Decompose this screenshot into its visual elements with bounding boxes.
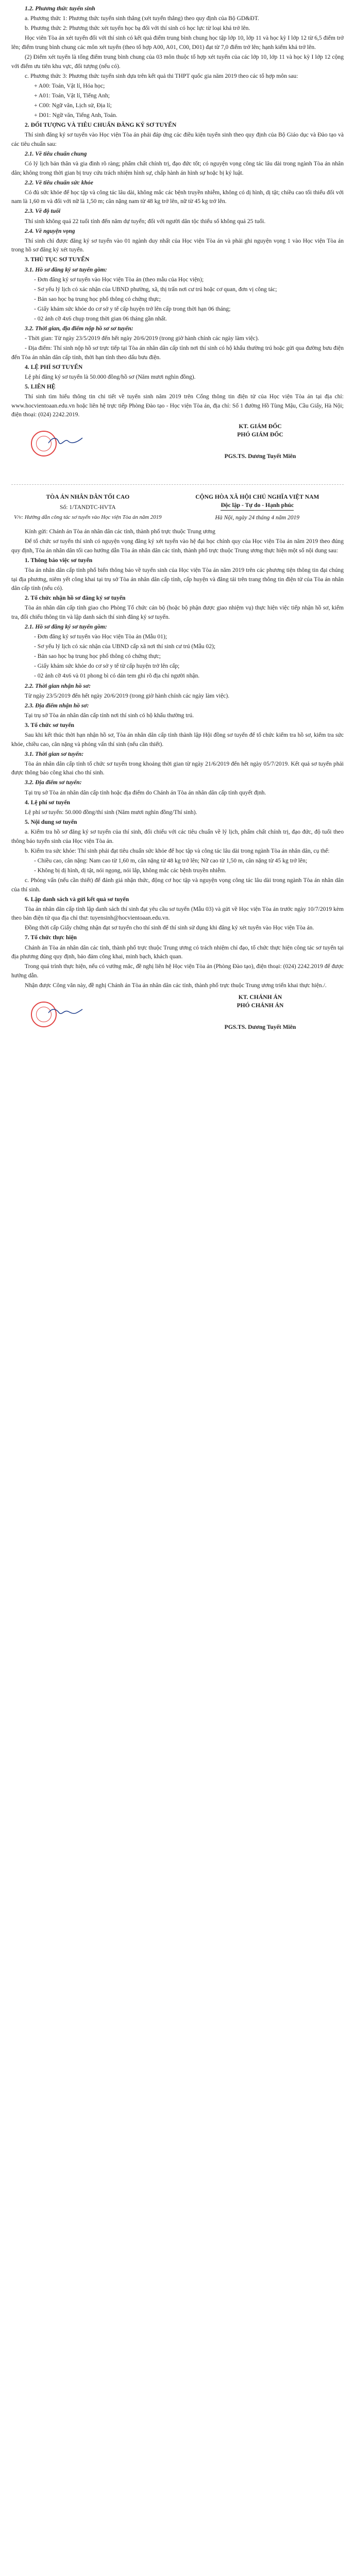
paragraph: - Địa điểm: Thí sinh nộp hồ sơ trực tiếp tại Tòa án nhân dân cấp tỉnh nơi thí sinh có hộ khẩu thường trú hoặc gửi qua đường bưu điện đến Tòa án nhân dân cấp tỉnh, thời hạn tính theo dấu bưu điện.	[11, 345, 344, 361]
signature-block-1	[11, 420, 344, 470]
header-left	[11, 493, 164, 522]
list-item: - Sơ yếu lý lịch có xác nhận của UBND phường, xã, thị trấn nơi cư trú hoặc cơ quan, đơn vị công tác;	[34, 285, 277, 293]
signature-icon	[47, 1007, 83, 1016]
document-number: Số: 1/TANDTC-HVTA	[60, 504, 116, 511]
subsection-heading: 2.2. Thời gian nhận hồ sơ:	[25, 682, 91, 689]
list-item: - Không bị dị hình, dị tật, nói ngọng, nói lắp, không mắc các bệnh truyền nhiễm.	[34, 867, 227, 874]
paragraph: Thí sinh chỉ được đăng ký sơ tuyển vào 01 ngành duy nhất của Học viện Tòa án và phải ghi nguyện vọng 1 vào Học viện Tòa án trong hồ sơ đăng ký xét tuyển.	[11, 237, 344, 253]
paragraph: Tòa án nhân dân cấp tỉnh giao cho Phòng Tổ chức cán bộ (hoặc bộ phận được giao nhiệm vụ) thực hiện việc tiếp nhận hồ sơ, kiểm tra, đối chiếu thông tin và lập danh sách thí sinh đăng ký sơ tuyển.	[11, 604, 344, 620]
subsection-heading: 2.3. Địa điểm nhận hồ sơ:	[25, 702, 89, 709]
national-motto: Độc lập - Tự do - Hạnh phúc	[221, 501, 294, 511]
signature-block-2	[11, 991, 344, 1041]
subsection-heading: 3.1. Hồ sơ đăng ký sơ tuyển gồm:	[25, 266, 107, 273]
subsection-heading: 2.1. Hồ sơ đăng ký sơ tuyển gồm:	[25, 623, 107, 630]
paragraph: Học viên Tòa án xét tuyển đối với thí sinh có kết quả điểm trung bình chung học tập lớp 10, lớp 11 và học kỳ I lớp 12 từ 6,5 điểm trở lên; điểm trung bình chung các môn xét tuyển (theo tổ hợp A00, A01, C00, D01) đạt từ 7,0 điểm trở lên; hạnh kiểm khá trở lên.	[11, 35, 344, 50]
document-date: Hà Nội, ngày 24 tháng 4 năm 2019	[215, 514, 300, 521]
list-item: - Đơn đăng ký sơ tuyển vào Học viện Tòa án (Mẫu 01);	[34, 633, 167, 640]
document-subject: V/v: Hướng dẫn công tác sơ tuyển vào Học viện Tòa án năm 2019	[14, 514, 162, 521]
paragraph: Tòa án nhân dân cấp tỉnh tổ chức sơ tuyển trong khoảng thời gian từ ngày 21/6/2019 đến hết ngày 05/7/2019. Kết quả sơ tuyển phải được thông báo công khai cho thí sinh.	[11, 760, 344, 776]
section-heading: 2. Tổ chức nhận hồ sơ đăng ký sơ tuyển	[25, 595, 126, 602]
paragraph: Thí sinh tìm hiểu thông tin chi tiết về tuyển sinh năm 2019 trên Cổng thông tin điện tử của Học viện Tòa án tại địa chỉ: www.hocvientoaan.edu.vn hoặc liên hệ trực tiếp Phòng Đào tạo - Học viện Tòa án, địa chỉ: Số 1 đường Hồ Tùng Mậu, Cầu Giấy, Hà Nội; điện thoại: (024) 2242.2019.	[11, 393, 344, 418]
paragraph: Tòa án nhân dân cấp tỉnh lập danh sách thí sinh đạt yêu cầu sơ tuyển (Mẫu 03) và gửi về Học viện Tòa án trước ngày 10/7/2019 kèm theo bản điện tử qua địa chỉ thư: tuyensinh@hocvientoaan.edu.vn.	[11, 905, 344, 922]
subsection-heading: 3.1. Thời gian sơ tuyển:	[25, 750, 84, 757]
list-item: - 02 ảnh cỡ 4x6 chụp trong thời gian 06 tháng gần nhất.	[34, 315, 167, 322]
paragraph: Để tổ chức sơ tuyển thí sinh có nguyện vọng đăng ký xét tuyển vào hệ đại học chính quy của Học viện Tòa án năm 2019 theo đúng quy định, Tòa án nhân dân tối cao hướng dẫn Tòa án nhân dân các tỉnh, thành phố trực thuộc Trung ương thực hiện một số nội dung sau:	[11, 538, 344, 554]
list-item: - Giấy khám sức khỏe do cơ sở y tế từ cấp huyện trở lên cấp;	[34, 663, 180, 670]
subsection-heading: 3.2. Thời gian, địa điểm nộp hồ sơ sơ tuyển:	[25, 325, 133, 332]
paragraph: Có đủ sức khỏe để học tập và công tác lâu dài, không mắc các bệnh truyền nhiễm, không có dị hình, dị tật; chiều cao tối thiểu đối với nam là 1,60 m và đối với nữ là 1,50 m; cân nặng nam từ 48 kg trở lên, nữ từ 45 kg trở lên.	[11, 189, 344, 205]
list-item: + C00: Ngữ văn, Lịch sử, Địa lí;	[34, 101, 112, 109]
national-title: CỘNG HÒA XÃ HỘI CHỦ NGHĨA VIỆT NAM	[195, 494, 319, 501]
list-item: - Chiều cao, cân nặng: Nam cao từ 1,60 m, cân nặng từ 48 kg trở lên; Nữ cao từ 1,50 m, cân nặng từ 45 kg trở lên;	[34, 857, 308, 864]
paragraph: Nhận được Công văn này, đề nghị Chánh án Tòa án nhân dân các tỉnh, thành phố trực thuộc Trung ương triển khai thực hiện./.	[25, 981, 327, 989]
list-item: + A00: Toán, Vật lí, Hóa học;	[34, 82, 105, 89]
list-item: + A01: Toán, Vật lí, Tiếng Anh;	[34, 92, 110, 99]
paragraph: Thí sinh không quá 22 tuổi tính đến năm dự tuyển; đối với người dân tộc thiểu số không quá 25 tuổi.	[25, 217, 266, 225]
paragraph: Tòa án nhân dân cấp tỉnh phổ biến thông báo về tuyển sinh của Học viện Tòa án năm 2019 trên các phương tiện thông tin đại chúng tại địa phương, niêm yết công khai tại trụ sở Tòa án nhân dân cấp tỉnh, cấp huyện và đăng tải trên trang thông tin điện tử của Tòa án nhân dân cấp tỉnh (nếu có).	[11, 566, 344, 592]
section-heading: 4. Lệ phí sơ tuyển	[25, 799, 70, 806]
paragraph: Kính gửi: Chánh án Tòa án nhân dân các tỉnh, thành phố trực thuộc Trung ương	[25, 528, 215, 535]
section-heading: 3. Tổ chức sơ tuyển	[25, 721, 74, 728]
signatory-role-2: PHÓ CHÁNH ÁN	[236, 1002, 284, 1009]
section-heading: 3. THỦ TỤC SƠ TUYỂN	[25, 256, 90, 263]
paragraph: a. Kiểm tra hồ sơ đăng ký sơ tuyển của thí sinh, đối chiếu với các tiêu chuẩn về lý lịch, phẩm chất chính trị, đạo đức, độ tuổi theo thông báo tuyển sinh của Học viện Tòa án.	[11, 828, 344, 844]
signatory-name: PGS.TS. Dương Tuyết Miên	[224, 453, 296, 460]
paragraph: Có lý lịch bản thân và gia đình rõ ràng; phẩm chất chính trị, đạo đức tốt; có nguyện vọng công tác lâu dài trong ngành Tòa án nhân dân; không trong thời gian bị truy cứu trách nhiệm hình sự, chấp hành án hình sự hoặc bị kỷ luật.	[11, 160, 344, 176]
subsection-heading: 2.2. Về tiêu chuẩn sức khỏe	[25, 179, 93, 186]
section-heading: 6. Lập danh sách và gửi kết quả sơ tuyển	[25, 895, 129, 903]
paragraph: Trong quá trình thực hiện, nếu có vướng mắc, đề nghị liên hệ Học viện Tòa án (Phòng Đào tạo), điện thoại: (024) 2242.2019 để được hướng dẫn.	[11, 963, 344, 979]
paragraph: c. Phương thức 3: Phương thức tuyển sinh dựa trên kết quả thi THPT quốc gia năm 2019 theo các tổ hợp môn sau:	[25, 72, 298, 79]
signatory-1	[209, 422, 312, 461]
paragraph: Tại trụ sở Tòa án nhân dân cấp tỉnh hoặc địa điểm do Chánh án Tòa án nhân dân cấp tỉnh quyết định.	[25, 789, 266, 796]
signatory-role: KT. GIÁM ĐỐC	[239, 423, 282, 430]
subsection-heading: 3.2. Địa điểm sơ tuyển:	[25, 779, 82, 786]
issuing-organization: TÒA ÁN NHÂN DÂN TỐI CAO	[46, 494, 130, 501]
paragraph: Từ ngày 23/5/2019 đến hết ngày 20/6/2019 (trong giờ hành chính các ngày làm việc).	[25, 692, 230, 699]
official-letter-body	[11, 527, 344, 990]
list-item: - Đơn đăng ký sơ tuyển vào Học viện Tòa án (theo mẫu của Học viện);	[34, 276, 204, 283]
section-divider	[11, 470, 344, 485]
list-item: + D01: Ngữ văn, Tiếng Anh, Toán.	[34, 112, 117, 119]
subsection-heading: 1.2. Phương thức tuyển sinh	[25, 5, 95, 12]
section-heading: 1. Thông báo việc sơ tuyển	[25, 556, 93, 564]
list-item: - Giấy khám sức khỏe do cơ sở y tế cấp huyện trở lên cấp trong thời hạn 06 tháng;	[34, 305, 231, 312]
signatory-2	[209, 993, 312, 1031]
subsection-heading: 2.1. Về tiêu chuẩn chung	[25, 150, 87, 157]
paragraph: Đồng thời cấp Giấy chứng nhận đạt sơ tuyển cho thí sinh để thí sinh sử dụng khi đăng ký xét tuyển vào Học viện Tòa án.	[25, 924, 314, 931]
list-item: - Sơ yếu lý lịch có xác nhận của UBND cấp xã nơi thí sinh cư trú (Mẫu 02);	[34, 643, 216, 650]
subsection-heading: 2.3. Về độ tuổi	[25, 208, 61, 215]
section-heading: 7. Tổ chức thực hiện	[25, 934, 77, 941]
paragraph: a. Phương thức 1: Phương thức tuyển sinh thẳng (xét tuyển thẳng) theo quy định của Bộ GD&ĐT.	[25, 15, 259, 22]
paragraph: Lệ phí sơ tuyển: 50.000 đồng/thí sinh (Năm mươi nghìn đồng/Thí sinh).	[25, 808, 197, 816]
paragraph: (2) Điểm xét tuyển là tổng điểm trung bình chung của 03 môn thuộc tổ hợp xét tuyển của các lớp 10, lớp 11 và học kỳ I lớp 12 cộng với điểm ưu tiên khu vực, đối tượng (nếu có).	[11, 53, 344, 70]
paragraph: Chánh án Tòa án nhân dân các tỉnh, thành phố trực thuộc Trung ương có trách nhiệm chỉ đạo, tổ chức thực hiện công tác sơ tuyển tại địa phương đúng quy định, bảo đảm công khai, minh bạch, khách quan.	[11, 944, 344, 960]
official-letter-header	[11, 493, 344, 522]
section-heading: 5. LIÊN HỆ	[25, 383, 56, 391]
section-heading: 4. LỆ PHÍ SƠ TUYỂN	[25, 363, 83, 370]
paragraph: Tại trụ sở Tòa án nhân dân cấp tỉnh nơi thí sinh có hộ khẩu thường trú.	[25, 711, 194, 719]
section-heading: 5. Nội dung sơ tuyển	[25, 818, 77, 825]
paragraph: c. Phỏng vấn (nếu cần thiết) để đánh giá nhận thức, động cơ học tập và nguyện vọng công tác lâu dài trong ngành Tòa án nhân dân của thí sinh.	[11, 876, 344, 893]
signature-icon	[47, 436, 83, 445]
list-item: - Bản sao học bạ trung học phổ thông có chứng thực;	[34, 295, 161, 302]
paragraph: b. Phương thức 2: Phương thức xét tuyển học bạ đối với thí sinh có học lực từ loại khá trở lên.	[25, 25, 250, 32]
list-item: - 02 ảnh cỡ 4x6 và 01 phong bì có dán tem ghi rõ địa chỉ người nhận.	[34, 672, 200, 680]
paragraph: Thí sinh đăng ký sơ tuyển vào Học viện Tòa án phải đáp ứng các điều kiện tuyển sinh theo quy định của Bộ Giáo dục và Đào tạo và các tiêu chuẩn sau:	[11, 131, 344, 147]
paragraph: Lệ phí đăng ký sơ tuyển là 50.000 đồng/hồ sơ (Năm mươi nghìn đồng).	[25, 374, 196, 381]
admission-notice	[11, 4, 344, 419]
paragraph: b. Kiểm tra sức khỏe: Thí sinh phải đạt tiêu chuẩn sức khỏe để học tập và công tác lâu dài trong ngành Tòa án nhân dân, cụ thể:	[25, 847, 330, 854]
paragraph: Sau khi kết thúc thời hạn nhận hồ sơ, Tòa án nhân dân cấp tỉnh thành lập Hội đồng sơ tuyển để tổ chức kiểm tra hồ sơ, kiểm tra sức khỏe, chiều cao, cân nặng và phỏng vấn thí sinh (nếu cần thiết).	[11, 732, 344, 748]
subsection-heading: 2.4. Về nguyện vọng	[25, 227, 75, 234]
signatory-name: PGS.TS. Dương Tuyết Miên	[224, 1023, 296, 1030]
header-right	[171, 493, 344, 522]
signatory-role: KT. CHÁNH ÁN	[238, 993, 282, 1001]
signatory-role-2: PHÓ GIÁM ĐỐC	[237, 431, 283, 438]
paragraph: - Thời gian: Từ ngày 23/5/2019 đến hết ngày 20/6/2019 (trong giờ hành chính các ngày làm việc).	[25, 335, 259, 342]
section-heading: 2. ĐỐI TƯỢNG VÀ TIÊU CHUẨN ĐĂNG KÝ SƠ TUYỂN	[25, 122, 177, 129]
list-item: - Bản sao học bạ trung học phổ thông có chứng thực;	[34, 653, 161, 660]
